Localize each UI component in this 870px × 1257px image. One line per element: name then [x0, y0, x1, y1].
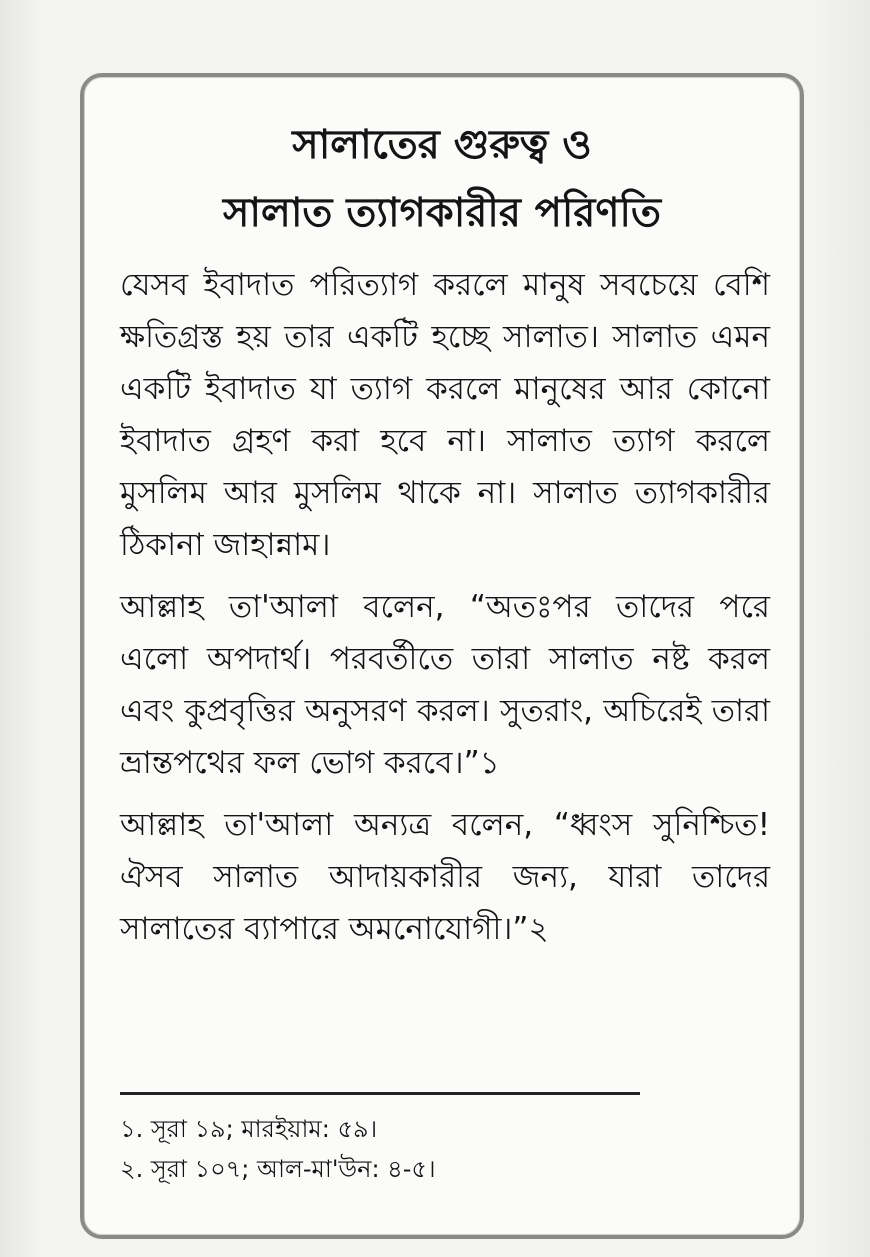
footnote-2: ২. সূরা ১০৭; আল-মা'উন: ৪-৫। [120, 1155, 436, 1183]
paragraph-quote-1: আল্লাহ তা'আলা বলেন, “অতঃপর তাদের পরে এলো অপদার্থ। পরবর্তীতে তারা সালাত নষ্ট করল এবং কুপ্রবৃত্তির অনুসরণ করল। সুতরাং, অচিরেই তারা ভ্রান্তপথের ফল ভোগ করবে।”১ [120, 589, 770, 781]
footnotes [120, 1109, 770, 1189]
title-line-2: সালাত ত্যাগকারীর পরিণতি [223, 190, 661, 236]
paragraph-intro: যেসব ইবাদাত পরিত্যাগ করলে মানুষ সবচেয়ে বেশি ক্ষতিগ্রস্ত হয় তার একটি হচ্ছে সালাত। সালাত এমন একটি ইবাদাত যা ত্যাগ করলে মানুষের আর কোনো ইবাদাত গ্রহণ করা হবে না। সালাত ত্যাগ করলে মুসলিম আর মুসলিম থাকে না। সালাত ত্যাগকারীর ঠিকানা জাহান্নাম। [120, 267, 770, 563]
footnote-divider [120, 1092, 640, 1095]
footnote-1: ১. সূরা ১৯; মারইয়াম: ৫৯। [120, 1115, 378, 1143]
paragraph-quote-2: আল্লাহ তা'আলা অন্যত্র বলেন, “ধ্বংস সুনিশ্চিত! ঐসব সালাত আদায়কারীর জন্য, যারা তাদের সালাতের ব্যাপারে অমনোযোগী।”২ [120, 807, 770, 947]
page-title [84, 111, 800, 247]
body-text [120, 259, 770, 955]
title-line-1: সালাতের গুরুত্ব ও [292, 122, 592, 168]
text-card [80, 73, 804, 1239]
